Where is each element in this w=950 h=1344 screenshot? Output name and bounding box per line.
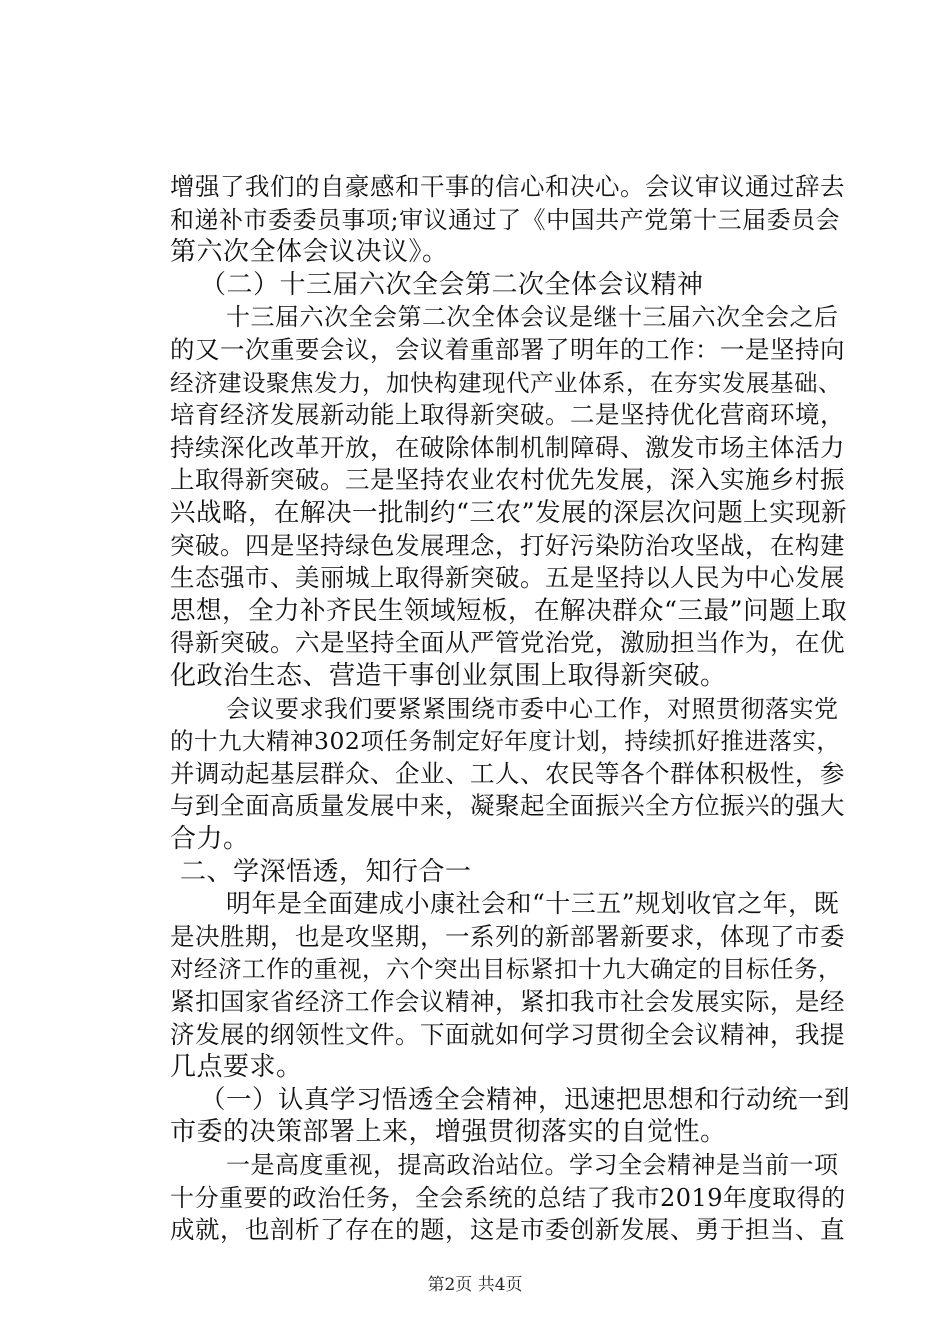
text-line: 一是高度重视，提高政治站位。学习全会精神是当前一项 [226, 1151, 839, 1179]
text-line: 上取得新突破。三是坚持农业农村优先发展，深入实施乡村振 [170, 465, 845, 495]
text-line: 得新突破。六是坚持全面从严管党治党，激励担当作为，在优 [170, 628, 845, 658]
text-line: 合力。 [170, 824, 250, 854]
text-line: 二、学深悟透，知行合一 [180, 856, 472, 887]
page-footer: 第2页 共4页 [427, 1275, 523, 1295]
text-line: 十分重要的政治任务，全会系统的总结了我市2019年度取得的 [170, 1183, 846, 1212]
text-line: 市委的决策部署上来，增强贯彻落实的自觉性。 [170, 1117, 727, 1148]
text-line: 与到全面高质量发展中来，凝聚起全面振兴全方位振兴的强大 [170, 791, 845, 821]
text-line: 济发展的纲领性文件。下面就如何学习贯彻全会议精神，我提 [170, 1019, 845, 1049]
text-line: 会议要求我们要紧紧围绕市委中心工作，对照贯彻落实党 [226, 694, 839, 723]
text-line: 对经济工作的重视，六个突出目标紧扣十九大确定的目标任务， [170, 955, 842, 984]
text-line: 成就，也剖析了存在的题，这是市委创新发展、勇于担当、直 [170, 1215, 845, 1245]
text-line: 增强了我们的自豪感和干事的信心和决心。会议审议通过辞去 [170, 172, 845, 201]
text-line: 兴战略，在解决一批制约“三农”发展的深层次问题上实现新 [170, 498, 848, 528]
text-line: 生态强市、美丽城上取得新突破。五是坚持以人民为中心发展 [170, 563, 845, 593]
text-line: 几点要求。 [170, 1052, 303, 1083]
text-line: 明年是全面建成小康社会和“十三五”规划收官之年，既 [226, 889, 840, 919]
text-line: 经济建设聚焦发力，加快构建现代产业体系，在夯实发展基础、 [170, 368, 842, 397]
text-line: 十三届六次全会第二次全体会议是继十三届六次全会之后 [226, 303, 839, 332]
text-line: （一）认真学习悟透全会精神，迅速把思想和行动统一到 [200, 1084, 851, 1115]
text-line: 培育经济发展新动能上取得新突破。二是坚持优化营商环境， [170, 400, 845, 430]
text-line: 紧扣国家省经济工作会议精神，紧扣我市社会发展实际，是经 [170, 987, 845, 1016]
text-line: 是决胜期，也是攻坚期，一系列的新部署新要求，体现了市委 [170, 921, 845, 951]
text-line: 思想，全力补齐民生领域短板，在解决群众“三最”问题上取 [170, 595, 848, 626]
text-line: 持续深化改革开放，在破除体制机制障碍、激发市场主体活力 [170, 432, 845, 462]
text-line: （二）十三届六次全会第二次全体会议精神 [200, 269, 704, 300]
text-line: 突破。四是坚持绿色发展理念，打好污染防治攻坚战，在构建 [170, 530, 845, 560]
text-line: 第六次全体会议决议》。 [170, 237, 449, 268]
text-line: 化政治生态、营造干事创业氛围上取得新突破。 [170, 661, 727, 691]
text-line: 并调动起基层群众、企业、工人、农民等各个群体积极性，参 [170, 758, 845, 788]
text-line: 的又一次重要会议，会议着重部署了明年的工作：一是坚持向 [170, 335, 845, 364]
text-line: 和递补市委委员事项;审议通过了《中国共产党第十三届委员会 [170, 205, 841, 234]
text-line: 的十九大精神302项任务制定好年度计划，持续抓好推进落实， [170, 727, 841, 756]
